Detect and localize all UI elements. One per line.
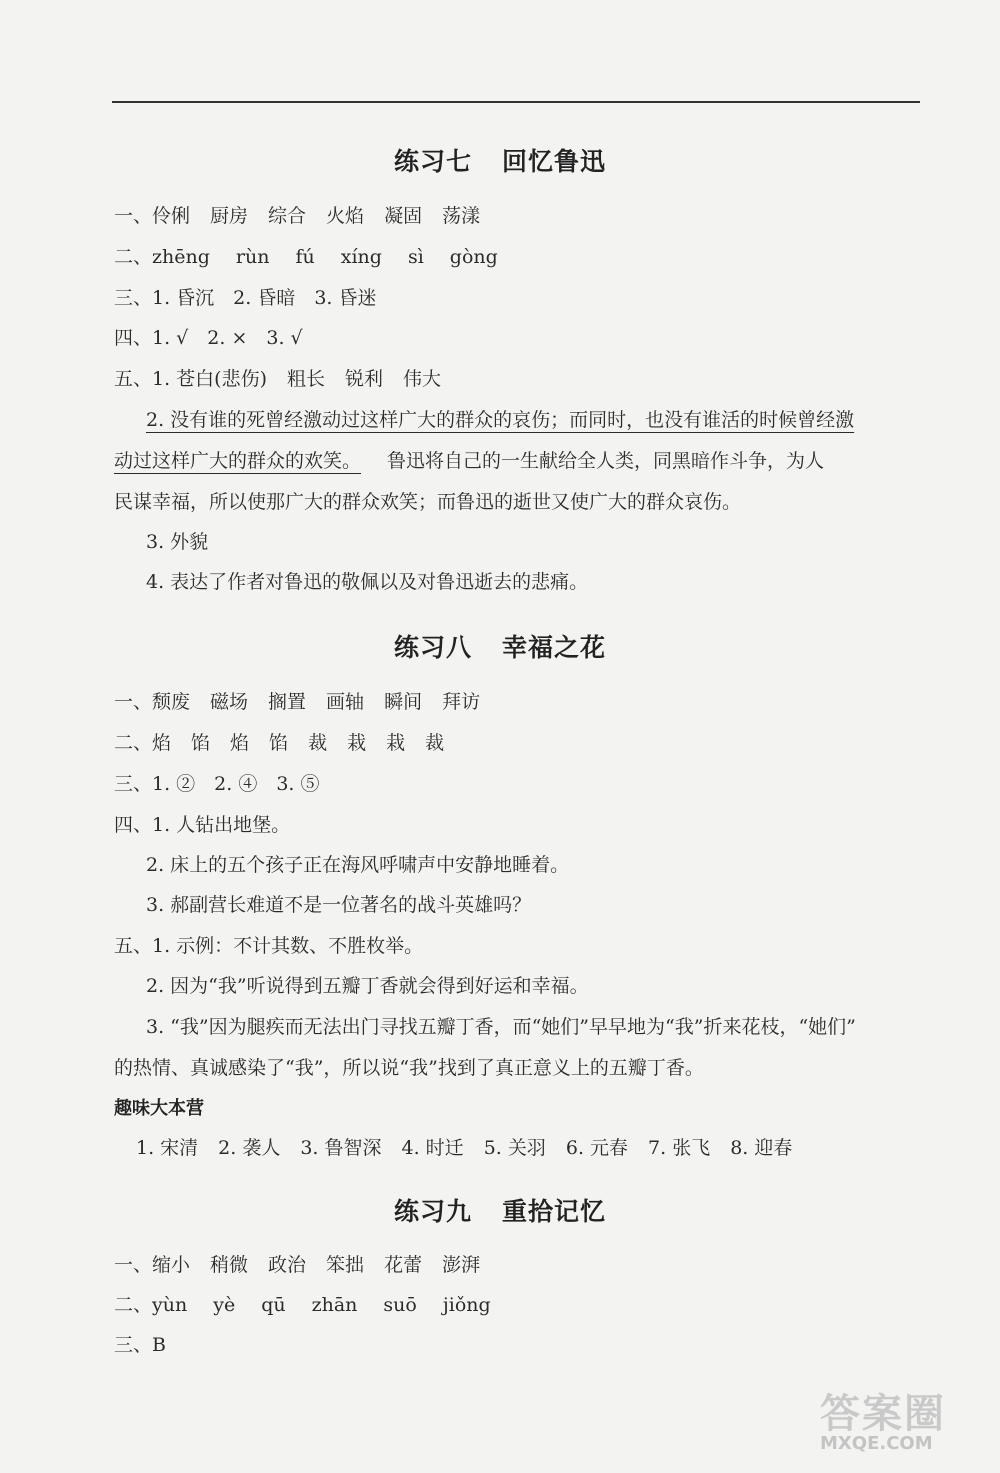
s7-q5-1: 五、1. 苍白(悲伤) 粗长 锐利 伟大: [114, 368, 442, 390]
s7-q5-2-line3: 民谋幸福，所以使那广大的群众欢笑；而鲁迅的逝世又使广大的群众哀伤。: [114, 491, 742, 513]
fun-section-title: 趣味大本营: [114, 1098, 204, 1119]
s8-q5-3-line1: 3. “我”因为腿疾而无法出门寻找五瓣丁香，而“她们”早早地为“我”折来花枝，“她们”: [146, 1016, 856, 1038]
s7-q3: 三、1. 昏沉 2. 昏暗 3. 昏迷: [114, 287, 377, 309]
s7-q2: 二、zhēng rùn fú xíng sì gòng: [114, 246, 498, 268]
s8-q1: 一、颓废 磁场 搁置 画轴 瞬间 拜访: [114, 691, 481, 713]
s7-q4: 四、1. √ 2. × 3. √: [114, 327, 303, 349]
s7-q5-2-line1: 2. 没有谁的死曾经激动过这样广大的群众的哀伤；而同时，也没有谁活的时候曾经激: [146, 409, 855, 431]
s8-q4-2: 2. 床上的五个孩子正在海风呼啸声中安静地睡着。: [146, 854, 570, 876]
fun-answers: 1. 宋清 2. 袭人 3. 鲁智深 4. 时迁 5. 关羽 6. 元春 7. 张飞 8. 迎春: [136, 1137, 793, 1159]
section-title-8: 练习八 幸福之花: [393, 633, 607, 662]
s7-q5-2-line2: 动过这样广大的群众的欢笑。 鲁迅将自己的一生献给全人类，同黑暗作斗争，为人: [114, 450, 825, 472]
s8-q4-1: 四、1. 人钻出地堡。: [114, 814, 291, 836]
s7-q5-4: 4. 表达了作者对鲁迅的敬佩以及对鲁迅逝去的悲痛。: [146, 571, 589, 593]
s8-q5-2: 2. 因为“我”听说得到五瓣丁香就会得到好运和幸福。: [146, 975, 589, 997]
s9-q2: 二、yùn yè qū zhān suō jiǒng: [114, 1294, 491, 1316]
s8-q2: 二、焰 馅 焰 馅 裁 栽 栽 裁: [114, 732, 445, 754]
header-rule: [112, 101, 920, 103]
s9-q1: 一、缩小 稍微 政治 笨拙 花蕾 澎湃: [114, 1254, 481, 1276]
s8-q5-3-line2: 的热情、真诚感染了“我”，所以说“我”找到了真正意义上的五瓣丁香。: [114, 1057, 704, 1079]
s8-q5-1: 五、1. 示例：不计其数、不胜枚举。: [114, 935, 424, 957]
section-title-7: 练习七 回忆鲁迅: [393, 147, 607, 176]
section-title-9: 练习九 重拾记忆: [393, 1197, 607, 1226]
s8-q4-3: 3. 郝副营长难道不是一位著名的战斗英雄吗？: [146, 894, 532, 916]
site-watermark: 答案圈 MXQE.COM: [820, 1391, 946, 1454]
s8-q3: 三、1. ② 2. ④ 3. ⑤: [114, 773, 320, 795]
s7-q5-3: 3. 外貌: [146, 531, 209, 553]
s9-q3: 三、B: [114, 1334, 166, 1356]
s7-q1: 一、伶俐 厨房 综合 火焰 凝固 荡漾: [114, 205, 481, 227]
